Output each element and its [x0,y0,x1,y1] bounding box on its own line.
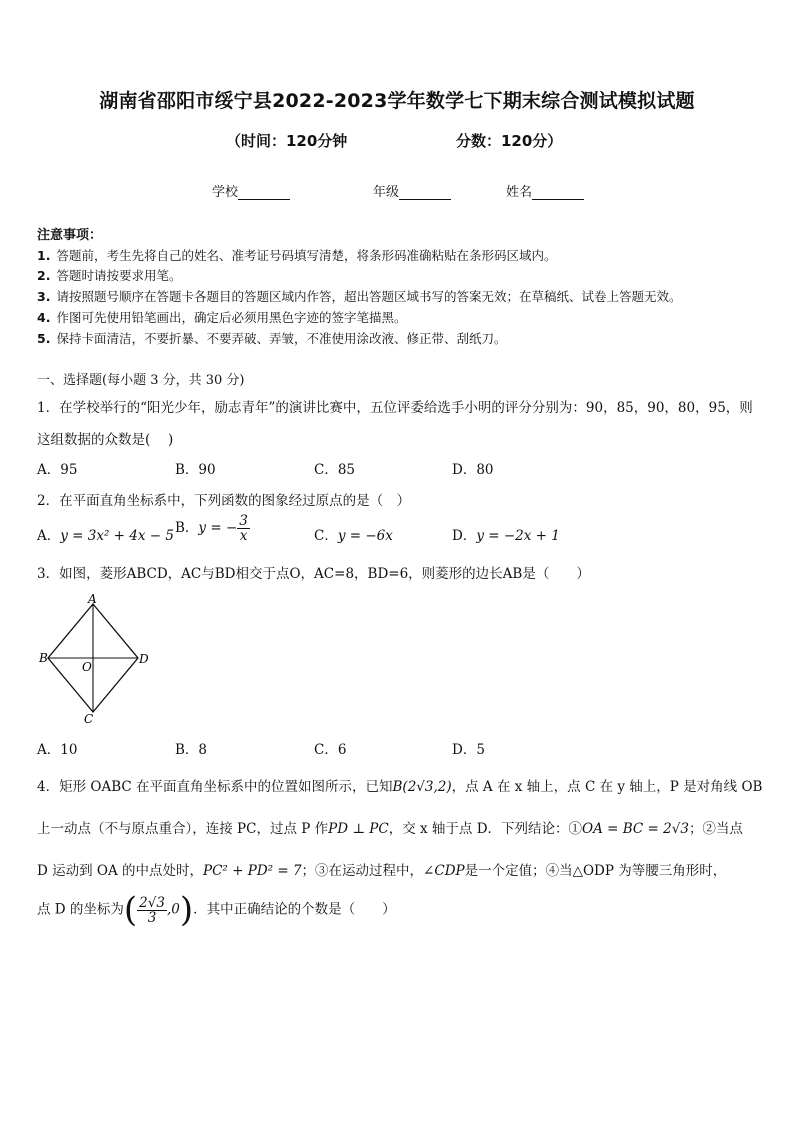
rhombus-figure [34,592,164,728]
note-text: 请按照题号顺序在答题卡各题目的答题区域内作答，超出答题区域书写的答案无效；在草稿纸、试卷上答题无效。 [56,289,682,304]
center-label-o: O [82,660,92,674]
q2-option-d-formula: y = −2x + 1 [476,528,560,544]
name-blank [532,185,584,200]
q2-option-b-formula-lhs: y = − [198,520,238,536]
grade-label: 年级 [373,185,400,200]
q1-stem-line2: 这组数据的众数是( ) [37,432,174,448]
q2-option-a-formula: y = 3x² + 4x − 5 [60,528,174,544]
q2-option-c-formula: y = −6x [337,528,393,544]
q4-text: ，点 A 在 x 轴上，点 C 在 y 轴上，P 是对角线 OB [451,779,763,795]
q2-option-d [452,524,560,544]
q1-option-b: B．90 [175,462,216,478]
grade-blank [399,185,451,200]
note-item [37,266,181,284]
q2-option-c-label: C． [314,528,338,544]
q4-stem-line4 [37,890,396,930]
q3-option-c: C．6 [314,742,347,758]
fraction-numerator: 3 [239,513,248,529]
q4-text: ；②当点 [688,821,743,837]
q3-stem: 3．如图，菱形ABCD，AC与BD相交于点O，AC=8，BD=6，则菱形的边长AB是（ ） [37,566,590,582]
fraction-denominator: 3 [147,909,157,926]
note-item [37,287,681,305]
q4-stem-line3 [37,859,726,879]
note-number: 2. [37,268,51,283]
q2-option-b [175,514,250,543]
q2-option-d-label: D． [452,528,477,544]
q4-text: 上一动点（不与原点重合），连接 PC，过点 P 作 [37,821,329,837]
q4-formula: B(2√3,2) [392,779,452,795]
school-blank [238,185,290,200]
name-label: 姓名 [506,185,533,200]
q2-option-a-label: A． [37,528,61,544]
q2-option-b-label: B． [175,520,199,536]
q4-text: 是一个定值；④当△ODP 为等腰三角形时， [464,863,727,879]
q2-stem: 2．在平面直角坐标系中，下列函数的图象经过原点的是（ ） [37,493,411,509]
note-text: 作图可先使用铅笔画出，确定后必须用黑色字迹的签字笔描黑。 [56,310,407,325]
q1-option-a: A．95 [37,462,78,478]
q4-stem-line2 [37,817,743,837]
notes-title: 注意事项： [37,228,103,243]
grade-field [373,181,451,200]
q4-stem-line1 [37,775,762,795]
fraction-denominator: x [239,528,248,544]
note-number: 5. [37,331,51,346]
q4-text: ．其中正确结论的个数是（ ） [193,901,396,918]
vertex-label-a: A [88,592,97,606]
q1-option-c: C．85 [314,462,356,478]
note-item [37,308,406,326]
q3-option-a: A．10 [37,742,78,758]
q2-option-c [314,524,393,544]
q4-formula: PC² + PD² = 7 [203,863,302,879]
q4-coordinate-fraction [137,896,167,925]
note-text: 保持卡面清洁，不要折暴、不要弄破、弄皱，不准使用涂改液、修正带、刮纸刀。 [56,331,507,346]
q4-text: 4．矩形 OABC 在平面直角坐标系中的位置如图所示，已知 [37,779,393,795]
vertex-label-d: D [139,652,149,666]
note-text: 答题时请按要求用笔。 [56,268,182,283]
school-label: 学校 [212,185,239,200]
school-field [212,181,290,200]
note-item [37,246,556,264]
right-paren: ) [179,890,194,930]
note-item [37,329,506,347]
total-score: 分数：120分） [456,132,563,150]
fraction-numerator: 2√3 [139,894,165,911]
q4-text: ；③在运动过程中， [301,863,424,879]
vertex-label-b: B [39,651,48,665]
note-number: 4. [37,310,51,325]
q1-stem-line1: 1．在学校举行的“阳光少年，励志青年”的演讲比赛中，五位评委给选手小明的评分分别为：90，85，90，80，95，则 [37,400,753,416]
vertex-label-c: C [84,712,94,726]
time-limit: （时间：120分钟 [226,132,348,150]
note-number: 1. [37,248,51,263]
q4-text: D 运动到 OA 的中点处时， [37,863,204,879]
q4-text: ，交 x 轴于点 D．下列结论：① [388,821,583,837]
note-text: 答题前，考生先将自己的姓名、准考证号码填写清楚，将条形码准确粘贴在条形码区域内。 [56,248,557,263]
q1-option-d: D．80 [452,462,494,478]
q2-option-a [37,524,174,544]
name-field [506,181,584,200]
q4-formula: OA = BC = 2√3 [582,821,689,837]
q4-coordinate-tail: ,0 [166,901,180,918]
q3-option-b: B．8 [175,742,208,758]
left-paren: ( [123,890,138,930]
note-number: 3. [37,289,51,304]
q4-text: 点 D 的坐标为 [37,901,124,918]
q4-formula: PD ⊥ PC [328,821,389,837]
q3-option-d: D．5 [452,742,485,758]
q4-formula: ∠CDP [423,863,465,879]
page-title: 湖南省邵阳市绥宁县2022-2023学年数学七下期末综合测试模拟试题 [99,90,695,112]
section-heading: 一、选择题(每小题 3 分，共 30 分) [37,373,245,388]
q2-option-b-fraction [237,514,250,543]
